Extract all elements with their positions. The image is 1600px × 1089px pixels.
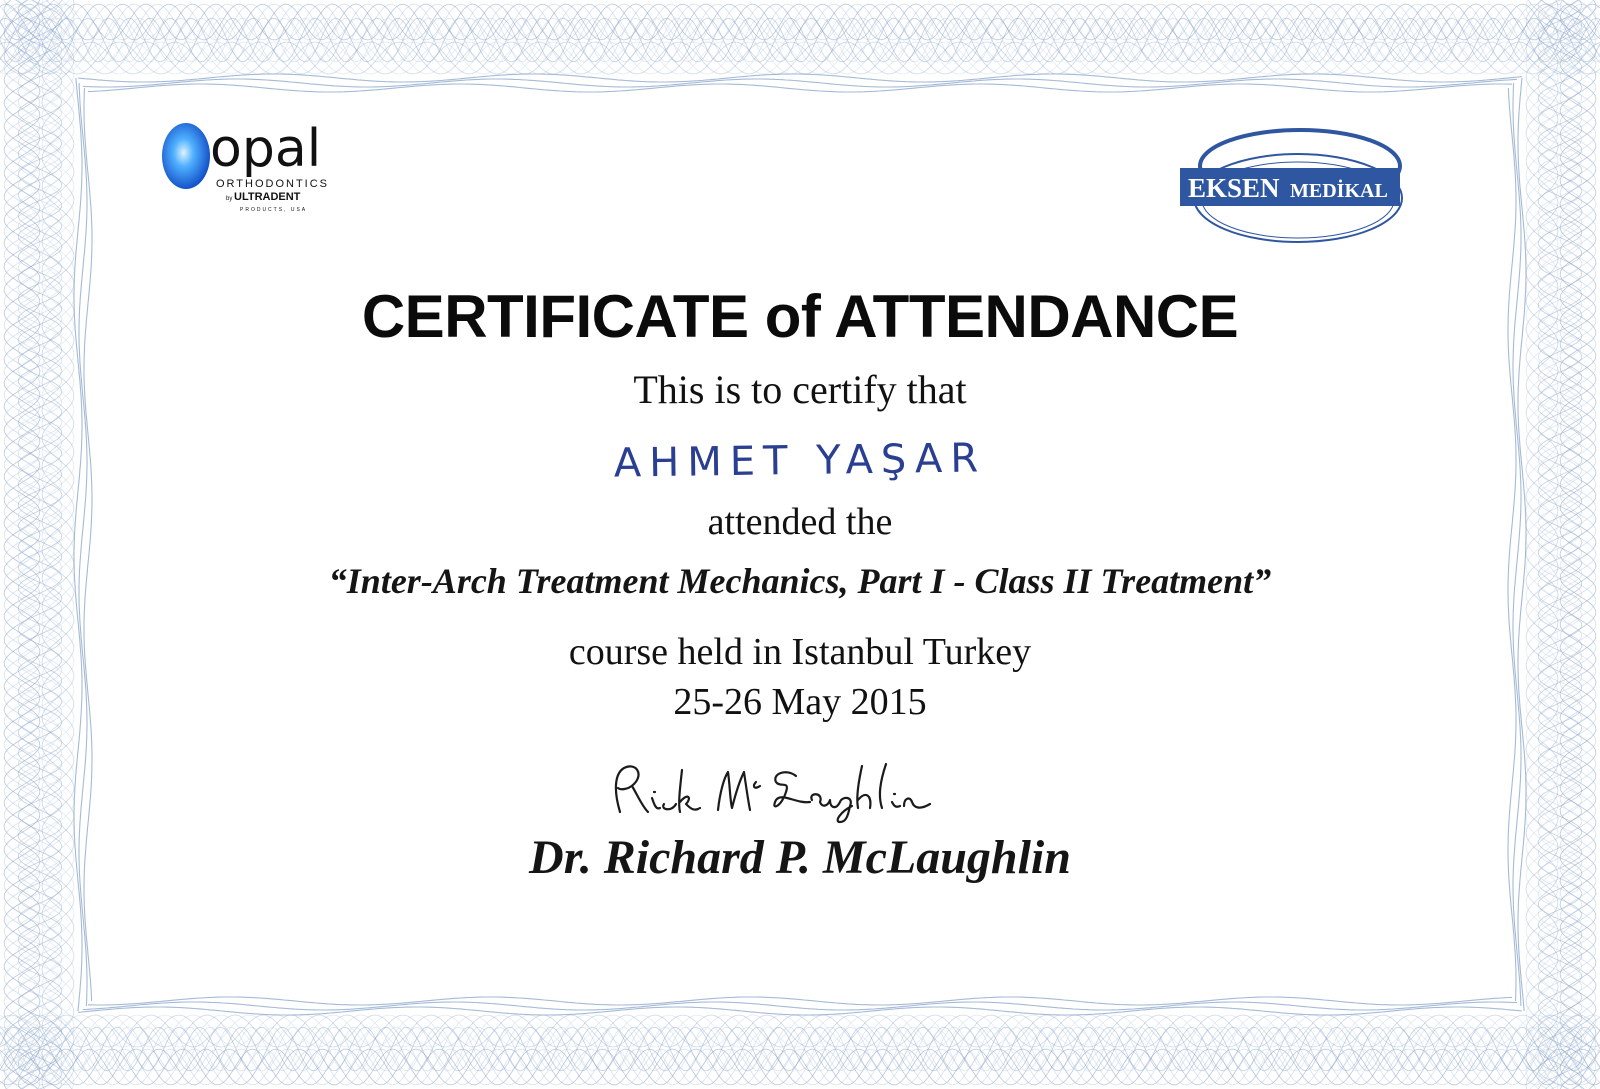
guilloche-line <box>83 1002 1517 1010</box>
guilloche-line <box>0 1015 1600 1047</box>
handwritten-signature <box>600 752 950 824</box>
guilloche-line <box>0 1015 1600 1047</box>
certificate-title: CERTIFICATE of ATTENDANCE <box>361 283 1239 350</box>
guilloche-line <box>88 84 1512 92</box>
guilloche-line <box>0 42 1600 74</box>
opal-orthodontics-logo <box>160 118 360 218</box>
opal-logo-by: by <box>226 196 233 202</box>
guilloche-line <box>4 0 40 1089</box>
recipient-name: AHMET YAŞAR <box>613 435 987 487</box>
opal-gem-icon <box>162 123 210 189</box>
opal-logo-line3: PRODUCTS, USA <box>240 207 308 213</box>
guilloche-line <box>1560 0 1596 1089</box>
eksen-medikal-logo <box>1180 120 1410 250</box>
course-title: “Inter-Arch Treatment Mechanics, Part I - Class II Treatment” <box>328 561 1272 601</box>
guilloche-line <box>0 1015 1600 1047</box>
eksen-logo-suffix: MEDİKAL <box>1290 180 1388 202</box>
opal-logo-line1: ORTHODONTICS <box>216 178 330 190</box>
guilloche-line <box>0 42 1600 74</box>
guilloche-line <box>0 1015 1600 1047</box>
opal-logo-name: opal <box>210 119 322 179</box>
opal-logo-line2: ULTRADENT <box>234 191 301 203</box>
attended-line: attended the <box>707 501 893 543</box>
guilloche-line <box>0 1015 1600 1047</box>
eksen-logo-name: EKSEN <box>1188 173 1280 203</box>
certify-line: This is to certify that <box>633 367 967 412</box>
signer-name: Dr. Richard P. McLaughlin <box>529 831 1071 884</box>
guilloche-line <box>0 42 1600 74</box>
guilloche-line <box>88 997 1512 1005</box>
guilloche-line <box>0 42 1600 74</box>
guilloche-line <box>83 79 1517 87</box>
course-location: course held in Istanbul Turkey <box>568 631 1032 673</box>
guilloche-line <box>0 1015 1600 1047</box>
guilloche-line <box>0 42 1600 74</box>
guilloche-line <box>0 42 1600 74</box>
course-date: 25-26 May 2015 <box>673 681 927 723</box>
